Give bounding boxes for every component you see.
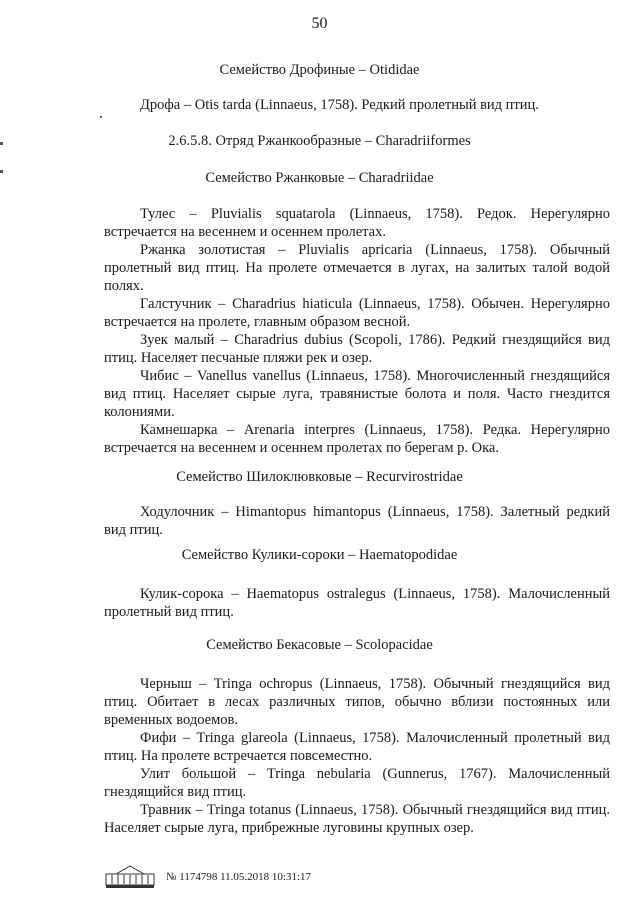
entry-chibis: Чибис – Vanellus vanellus (Linnaeus, 1758). Многочисленный гнездящийся вид птиц. Населяет сырые луга, травянистые болота и поля. Часто гнездится колониями. bbox=[104, 368, 610, 420]
scan-dot bbox=[100, 116, 102, 118]
entry-kamneshark: Камнешарка – Arenaria interpres (Linnaeus, 1758). Редка. Нерегулярно встречается на весеннем и осеннем пролетах по берегам р. Ока. bbox=[104, 422, 610, 456]
entry-kulik-soroka: Кулик-сорока – Haematopus ostralegus (Linnaeus, 1758). Малочисленный пролетный вид птиц. bbox=[104, 586, 610, 620]
heading-charadriiformes: 2.6.5.8. Отряд Ржанкообразные – Charadriiformes bbox=[168, 133, 471, 149]
entry-travnik: Травник – Tringa totanus (Linnaeus, 1758). Обычный гнездящийся вид птиц. Населяет сырые луга, прибрежные луговины крупных озер. bbox=[104, 802, 610, 836]
heading-haematopodidae: Семейство Кулики-сороки – Haematopodidae bbox=[181, 547, 458, 563]
heading-charadriidae: Семейство Ржанковые – Charadriidae bbox=[205, 170, 434, 186]
entry-khodulochnik-block bbox=[104, 503, 610, 539]
entries-scolopacidae bbox=[104, 675, 610, 837]
heading-scolopacidae: Семейство Бекасовые – Scolopacidae bbox=[206, 637, 433, 653]
entry-khodulochnik: Ходулочник – Himantopus himantopus (Linnaeus, 1758). Залетный редкий вид птиц. bbox=[104, 504, 610, 538]
entry-fifi: Фифи – Tringa glareola (Linnaeus, 1758). Малочисленный пролетный вид птиц. На пролете встречается повсеместно. bbox=[104, 730, 610, 764]
entry-drofa bbox=[104, 96, 610, 114]
entry-tules: Тулес – Pluvialis squatarola (Linnaeus, 1758). Редок. Нерегулярно встречается на весеннем и осеннем пролетах. bbox=[104, 206, 610, 240]
entry-kulik-soroka-block bbox=[104, 585, 610, 621]
document-stamp: № 1174798 11.05.2018 10:31:17 bbox=[166, 871, 312, 883]
entry-text: Дрофа – Otis tarda (Linnaeus, 1758). Редкий пролетный вид птиц. bbox=[140, 97, 539, 113]
heading-recurvirostridae: Семейство Шилоклювковые – Recurvirostridae bbox=[176, 469, 463, 485]
entry-rzhanka: Ржанка золотистая – Pluvialis apricaria (Linnaeus, 1758). Обычный пролетный вид птиц. На пролете отмечается в лугах, на залитых талой водой полях. bbox=[104, 242, 610, 294]
entry-galstuchnik: Галстучник – Charadrius hiaticula (Linnaeus, 1758). Обычен. Нерегулярно встречается на пролете, главным образом весной. bbox=[104, 296, 610, 330]
entry-zuek: Зуек малый – Charadrius dubius (Scopoli, 1786). Редкий гнездящийся вид птиц. Населяет песчаные пляжи рек и озер. bbox=[104, 332, 610, 366]
entries-charadriidae bbox=[104, 205, 610, 457]
page-number: 50 bbox=[311, 15, 328, 32]
footer bbox=[104, 864, 311, 890]
entry-chernysh: Черныш – Tringa ochropus (Linnaeus, 1758). Обычный гнездящийся вид птиц. Обитает в лесах различных типов, обычно вблизи постоянных или временных водоемов. bbox=[104, 676, 610, 728]
building-logo-icon bbox=[104, 865, 156, 889]
heading-otididae: Семейство Дрофиные – Otididae bbox=[219, 62, 420, 78]
entry-ulit: Улит большой – Tringa nebularia (Gunnerus, 1767). Малочисленный гнездящийся вид птиц. bbox=[104, 766, 610, 800]
